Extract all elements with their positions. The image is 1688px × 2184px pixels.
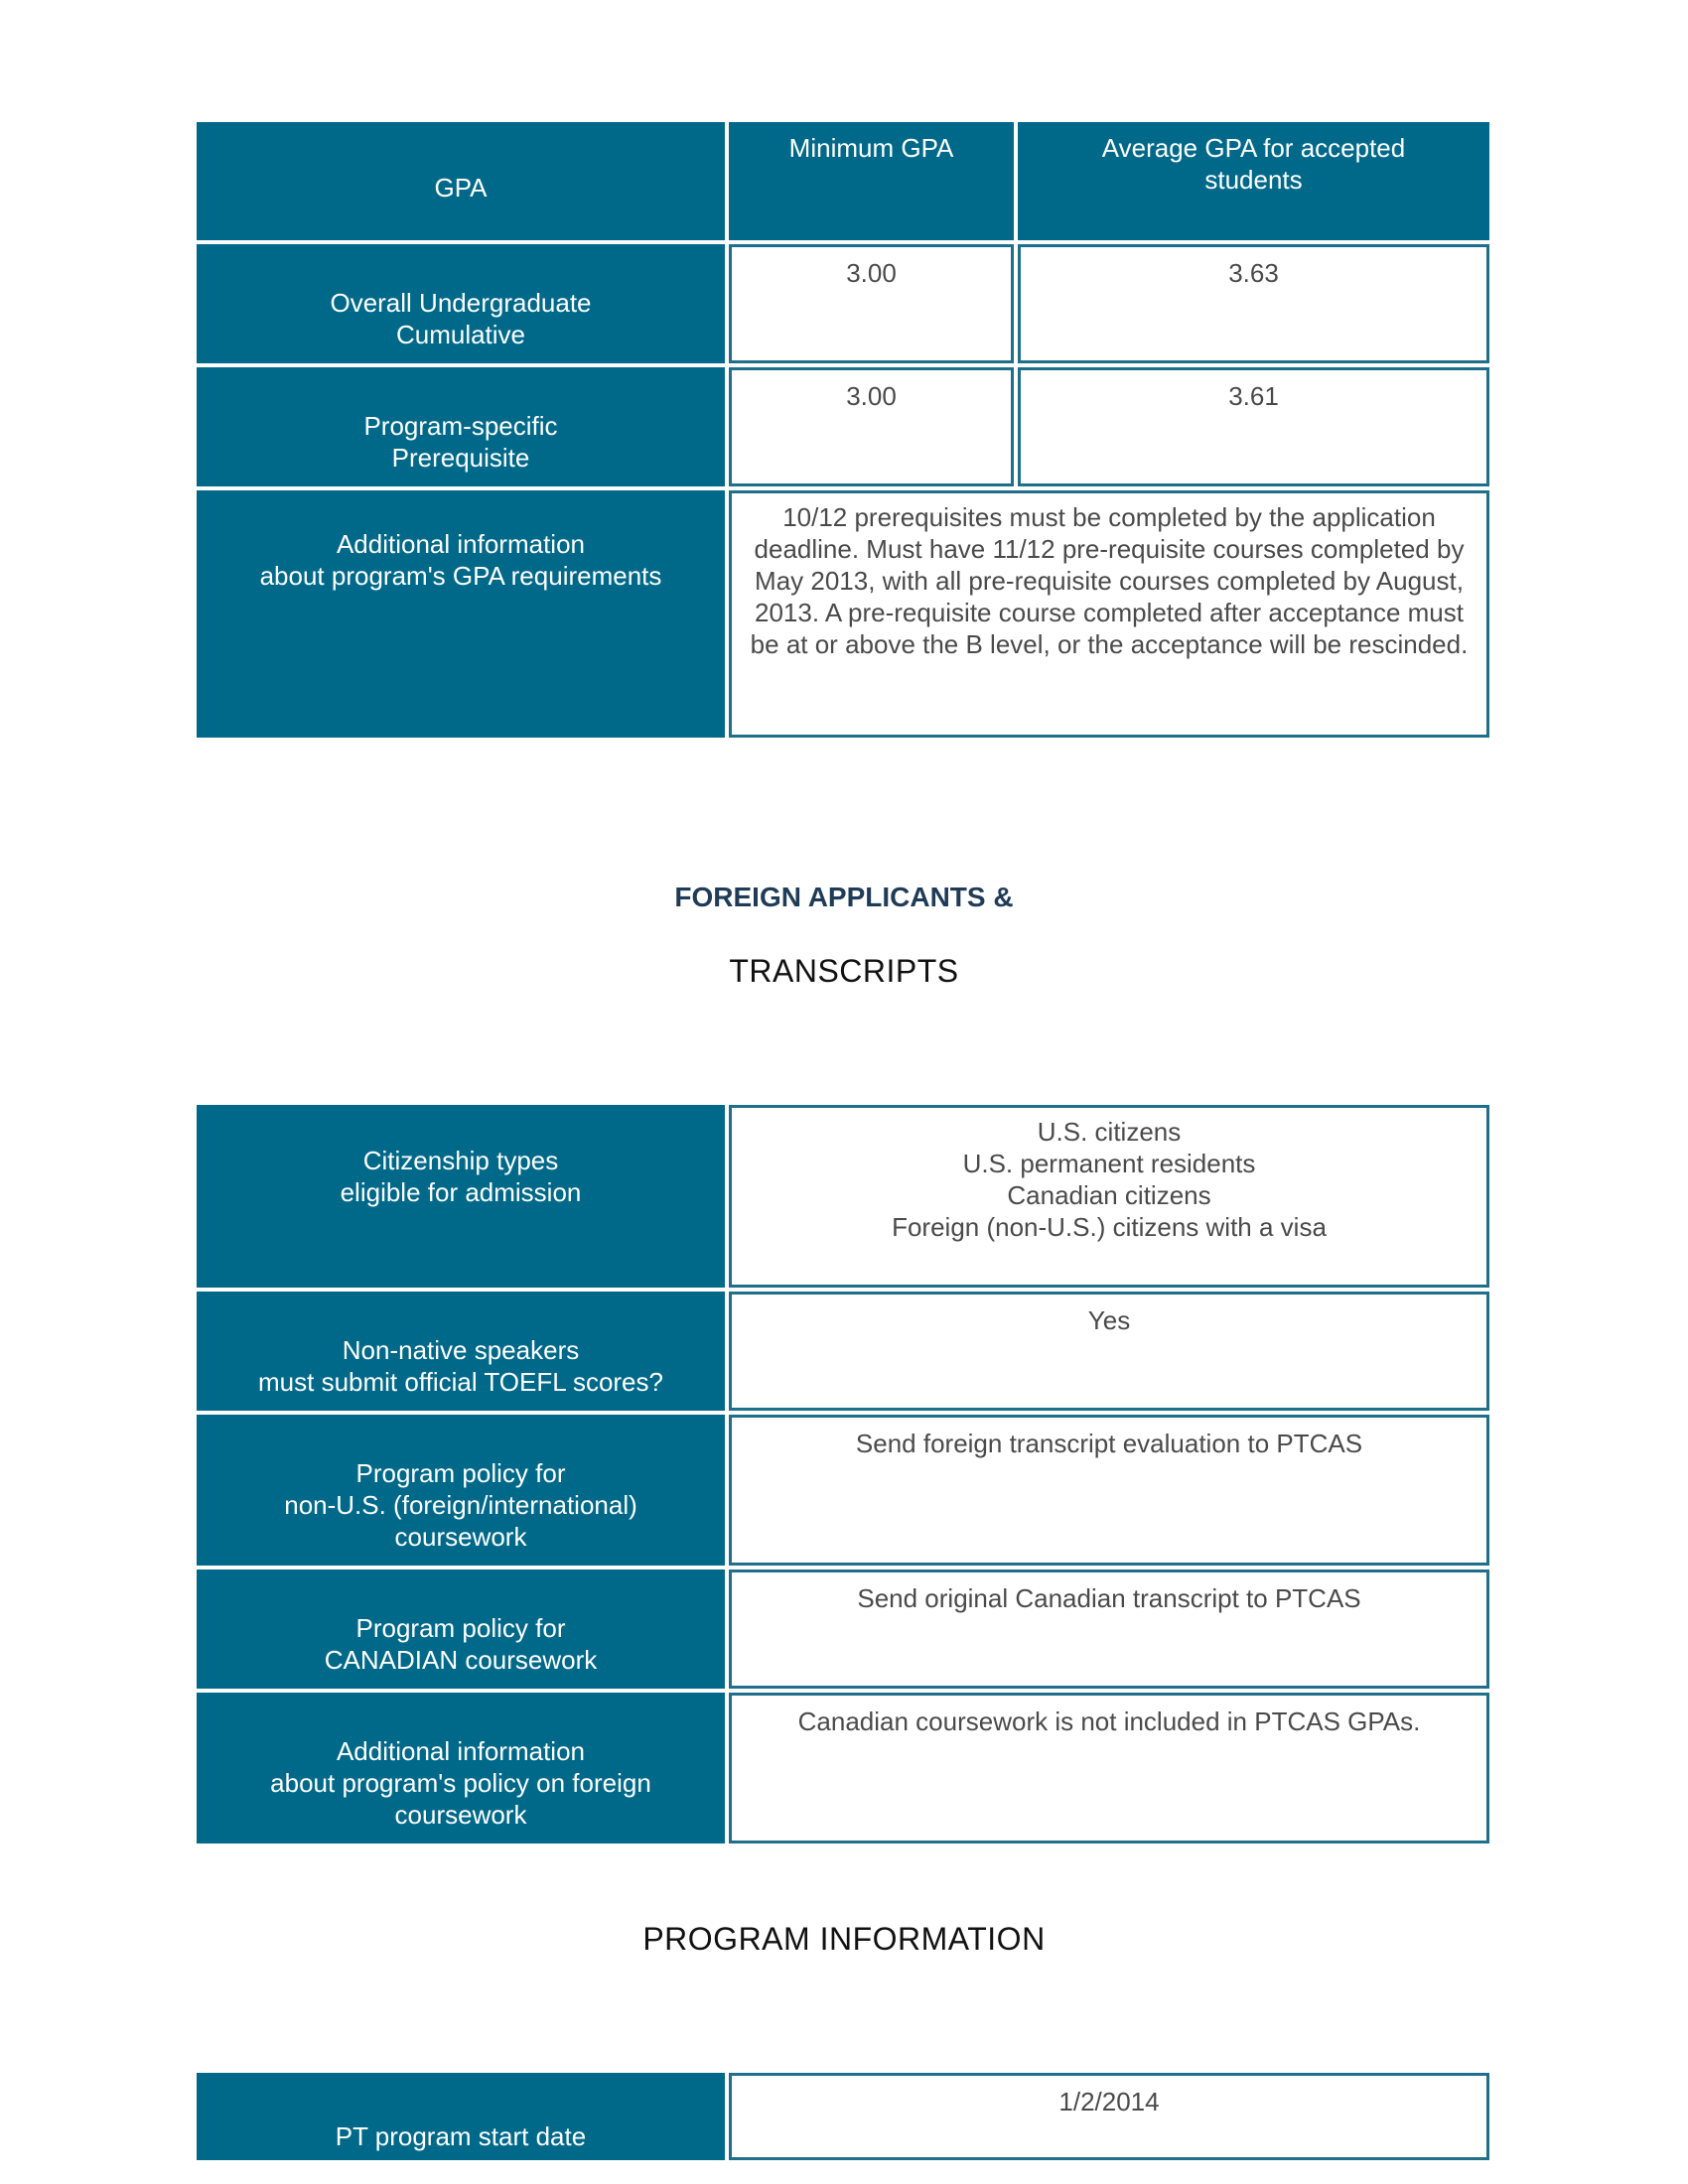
label-line: must submit official TOEFL scores? <box>258 1367 663 1397</box>
label-line: Citizenship types <box>362 1146 559 1175</box>
label-line: Overall Undergraduate <box>330 288 592 318</box>
label-line: coursework <box>394 1522 527 1552</box>
gpa-additional-paragraph: 10/12 prerequisites must be completed by the application deadline. Must have 11/12 pre-requisite courses completed by May 2013, with all pre-requisite courses completed by August, 2013. A pre-requisite course completed after acceptance must be at or above the B level, or the acceptance will be rescinded. <box>750 502 1469 659</box>
foreign-row-value <box>729 1693 1489 1843</box>
value-line: Send original Canadian transcript to PTCAS <box>857 1583 1361 1613</box>
avg-gpa-value <box>1018 367 1489 486</box>
gpa-row-prerequisite <box>197 367 1489 486</box>
program-title-text: PROGRAM INFORMATION <box>642 1921 1046 1957</box>
value-line: 1/2/2014 <box>1058 2087 1160 2116</box>
program-row-value <box>729 2073 1489 2160</box>
min-gpa-value <box>729 244 1014 363</box>
label-line: eligible for admission <box>340 1177 582 1207</box>
value-line: U.S. permanent residents <box>962 1149 1256 1178</box>
label-line: Additional information <box>336 529 586 559</box>
foreign-row-value <box>729 1570 1489 1689</box>
label-line: Program-specific <box>363 411 558 441</box>
label-line: about program's policy on foreign <box>270 1768 651 1798</box>
gpa-header-label <box>197 122 725 240</box>
avg-gpa-header-text: Average GPA for accepted students <box>1101 133 1406 195</box>
transcripts-section-title <box>0 953 1688 990</box>
label-line: CANADIAN coursework <box>324 1645 598 1675</box>
foreign-table <box>197 1105 1489 1847</box>
gpa-row-overall <box>197 244 1489 363</box>
foreign-row-additional <box>197 1693 1489 1843</box>
foreign-row-toefl <box>197 1292 1489 1411</box>
foreign-row-label <box>197 1693 725 1843</box>
gpa-additional-text <box>729 490 1489 738</box>
foreign-title-line1: FOREIGN APPLICANTS & <box>674 882 1014 912</box>
label-line: coursework <box>394 1800 527 1830</box>
gpa-additional-label <box>197 490 725 738</box>
program-row-start-date <box>197 2073 1489 2160</box>
program-table <box>197 2073 1489 2164</box>
gpa-header-row <box>197 122 1489 240</box>
label-line: Program policy for <box>355 1458 566 1488</box>
min-gpa-text: 3.00 <box>846 381 897 411</box>
min-gpa-value <box>729 367 1014 486</box>
foreign-row-label <box>197 1292 725 1411</box>
value-line: Foreign (non-U.S.) citizens with a visa <box>892 1212 1327 1242</box>
program-row-label <box>197 2073 725 2160</box>
foreign-section-title <box>0 882 1688 913</box>
foreign-row-label <box>197 1415 725 1566</box>
foreign-row-value <box>729 1105 1489 1288</box>
gpa-row-additional <box>197 490 1489 738</box>
program-section-title <box>0 1921 1688 1958</box>
foreign-row-intl-policy <box>197 1415 1489 1566</box>
label-line: Additional information <box>336 1736 586 1766</box>
avg-gpa-text: 3.61 <box>1228 381 1279 411</box>
foreign-row-label <box>197 1105 725 1288</box>
value-line: Canadian citizens <box>1007 1180 1211 1210</box>
label-line: about program's GPA requirements <box>259 561 662 591</box>
label-line: Cumulative <box>395 320 526 349</box>
gpa-header-text: GPA <box>434 172 488 203</box>
value-line: Send foreign transcript evaluation to PTCAS <box>855 1429 1363 1458</box>
foreign-row-citizenship <box>197 1105 1489 1288</box>
min-gpa-text: 3.00 <box>846 258 897 288</box>
value-line: Yes <box>1087 1305 1131 1335</box>
label-line: Non-native speakers <box>342 1335 580 1365</box>
foreign-row-value <box>729 1292 1489 1411</box>
label-line: non-U.S. (foreign/international) <box>284 1490 637 1520</box>
value-line: U.S. citizens <box>1037 1117 1182 1147</box>
foreign-title-line2: TRANSCRIPTS <box>729 953 959 989</box>
foreign-row-value <box>729 1415 1489 1566</box>
min-gpa-header-text: Minimum GPA <box>788 133 954 163</box>
avg-gpa-text: 3.63 <box>1228 258 1279 288</box>
avg-gpa-header <box>1018 122 1489 240</box>
avg-gpa-value <box>1018 244 1489 363</box>
label-line: PT program start date <box>335 2121 587 2151</box>
label-line: Program policy for <box>355 1613 566 1643</box>
label-line: Prerequisite <box>391 443 530 473</box>
value-line: Canadian coursework is not included in PTCAS GPAs. <box>797 1706 1421 1736</box>
foreign-row-canadian-policy <box>197 1570 1489 1689</box>
gpa-row-label <box>197 244 725 363</box>
gpa-table <box>197 122 1489 742</box>
gpa-row-label <box>197 367 725 486</box>
min-gpa-header <box>729 122 1014 240</box>
foreign-row-label <box>197 1570 725 1689</box>
